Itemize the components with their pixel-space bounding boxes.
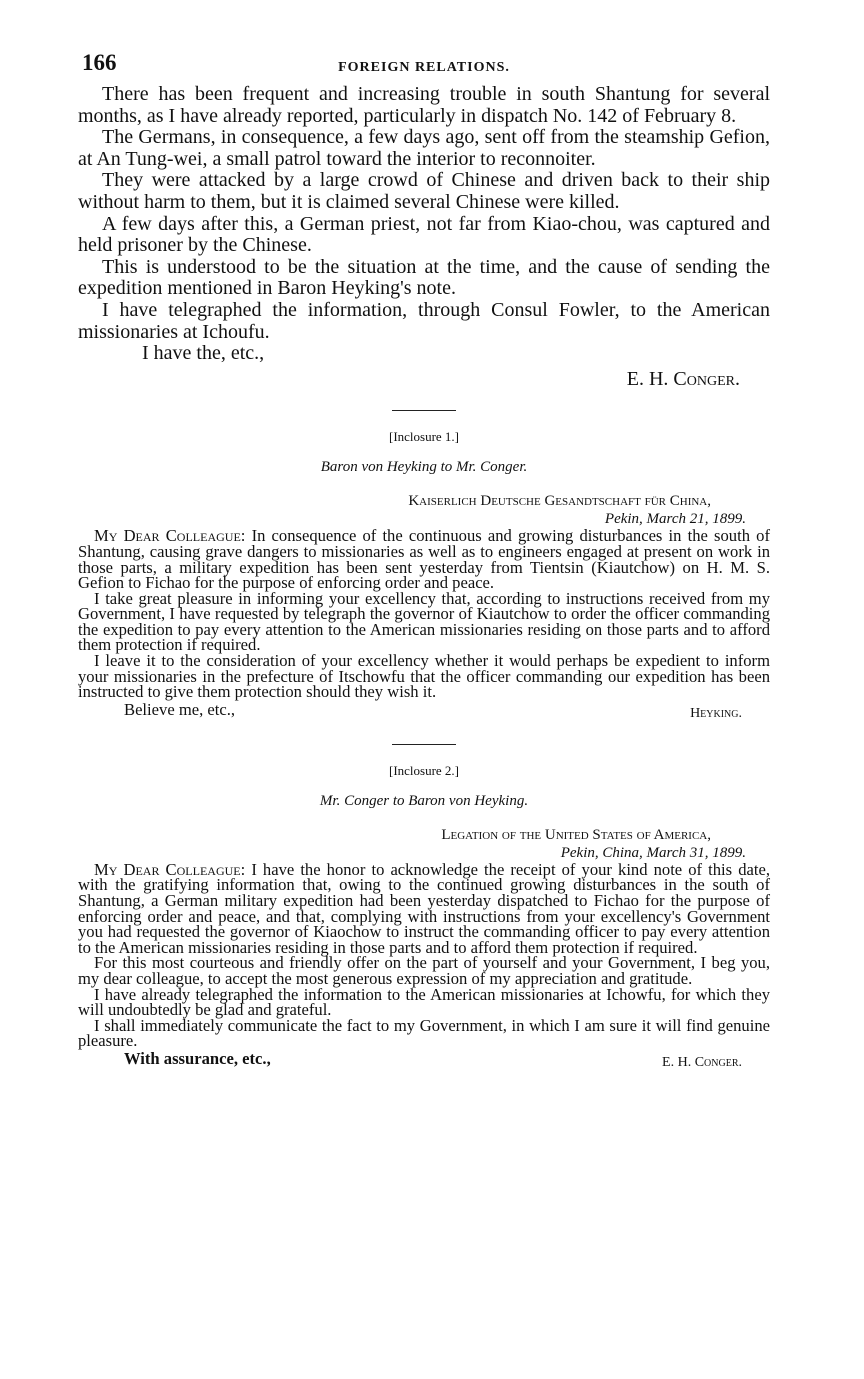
page-number: 166: [82, 50, 117, 75]
inclosure-label: [Inclosure 1.]: [388, 429, 460, 445]
inclosure-body: [78, 859, 770, 1073]
paragraph: [78, 859, 770, 957]
salutation: My Dear Colleague:: [94, 526, 246, 546]
paragraph: A few days after this, a German priest, not far from Kiao-chou, was captured and held prisoner by the Chinese.: [78, 212, 770, 257]
inclosure-label: [Inclosure 2.]: [388, 762, 460, 778]
paragraph: The Germans, in consequence, a few days ago, sent off from the steamship Gefion, at An Tung-wei, a small patrol toward the interior to reconnoiter.: [78, 126, 770, 170]
closing-line: [78, 699, 770, 724]
running-head: FOREIGN RELATIONS.: [338, 60, 510, 75]
sender-organization: Legation of the United States of America,: [441, 826, 711, 843]
letter-date: Pekin, China, March 31, 1899.: [560, 844, 746, 861]
closing: Believe me, etc.,: [124, 699, 236, 719]
letter-date: Pekin, March 21, 1899.: [604, 511, 746, 528]
paragraph: They were attacked by a large crowd of Chinese and driven back to their ship without harm to them, but it is claimed several Chinese were killed.: [78, 169, 770, 213]
document-page: [78, 50, 770, 1073]
conger-dispatch: [78, 84, 770, 390]
page-header: [78, 50, 770, 84]
inclosure-1: [78, 429, 770, 724]
paragraph: I have already telegraphed the information to the American missionaries at Ichowfu, for which they will undoubtedly be glad and grateful.: [78, 984, 770, 1020]
paragraph: I shall immediately communicate the fact to my Government, in which I am sure it will find genuine pleasure.: [78, 1015, 770, 1051]
letter-heading: [78, 492, 770, 528]
signature: E. H. Conger.: [662, 1054, 742, 1070]
inclosure-title: Baron von Heyking to Mr. Conger.: [320, 459, 528, 476]
paragraph: [78, 526, 770, 593]
paragraph: For this most courteous and friendly offer on the part of yourself and your Government, I beg you, my dear colleague, to accept the most generous expression of my appreciation and gratitude.: [78, 953, 770, 988]
paragraph-text: In consequence of the continuous and growing disturbances in the south of Shantung, causing grave dangers to missionaries as well as to engineers engaged at present on work in those parts, a military expedition has been sent yesterday from Tientsin (Kiautchow) on H. M. S. Gefion to Fichao for the purpose of enforcing order and peace.: [78, 526, 770, 593]
section-divider: [392, 410, 456, 411]
section-divider: [392, 744, 456, 745]
sender-organization: Kaiserlich Deutsche Gesandtschaft für China,: [408, 493, 711, 510]
letter-heading: [78, 826, 770, 862]
paragraph-text: I have the honor to acknowledge the receipt of your kind note of this date, with the gratifying information that, owing to the continued growing disturbances in the south of Shantung, a German military expedition had been yesterday dispatched to Fichao for the purpose of enforcing order and peace, and that, complying with instructions from your excellency's Government you had requested the governor of Kiaochow to instruct the commanding officer to pay every attention to the American missionaries residing in those parts and to afford them protection if required.: [78, 859, 770, 957]
paragraph: This is understood to be the situation at the time, and the cause of sending the expedition mentioned in Baron Heyking's note.: [78, 255, 770, 300]
inclosure-2: [78, 763, 770, 1073]
salutation: My Dear Colleague:: [94, 859, 246, 879]
inclosure-body: [78, 528, 770, 724]
inclosure-title: Mr. Conger to Baron von Heyking.: [319, 792, 529, 809]
paragraph: There has been frequent and increasing trouble in south Shantung for several months, as I have already reported, particularly in dispatch No. 142 of February 8.: [78, 83, 770, 127]
closing: I have the, etc.,: [142, 342, 265, 365]
paragraph: I leave it to the consideration of your excellency whether it would perhaps be expedient to inform your missionaries in the prefecture of Itschowfu that the officer commanding our expedition has been instructed to give them protection should they wish it.: [78, 651, 770, 702]
closing: With assurance, etc.,: [124, 1048, 271, 1068]
signature: E. H. Conger.: [626, 367, 740, 390]
closing-line: [78, 1048, 770, 1073]
signature: Heyking.: [690, 705, 742, 721]
paragraph: I take great pleasure in informing your excellency that, according to instructions received from my Government, I have requested by telegraph the governor of Kiautchow to order the officer commanding the expedition to pay every attention to the American missionaries residing on those parts and to afford them protection if required.: [78, 588, 770, 655]
paragraph: I have telegraphed the information, through Consul Fowler, to the American missionaries at Ichoufu.: [78, 298, 770, 343]
